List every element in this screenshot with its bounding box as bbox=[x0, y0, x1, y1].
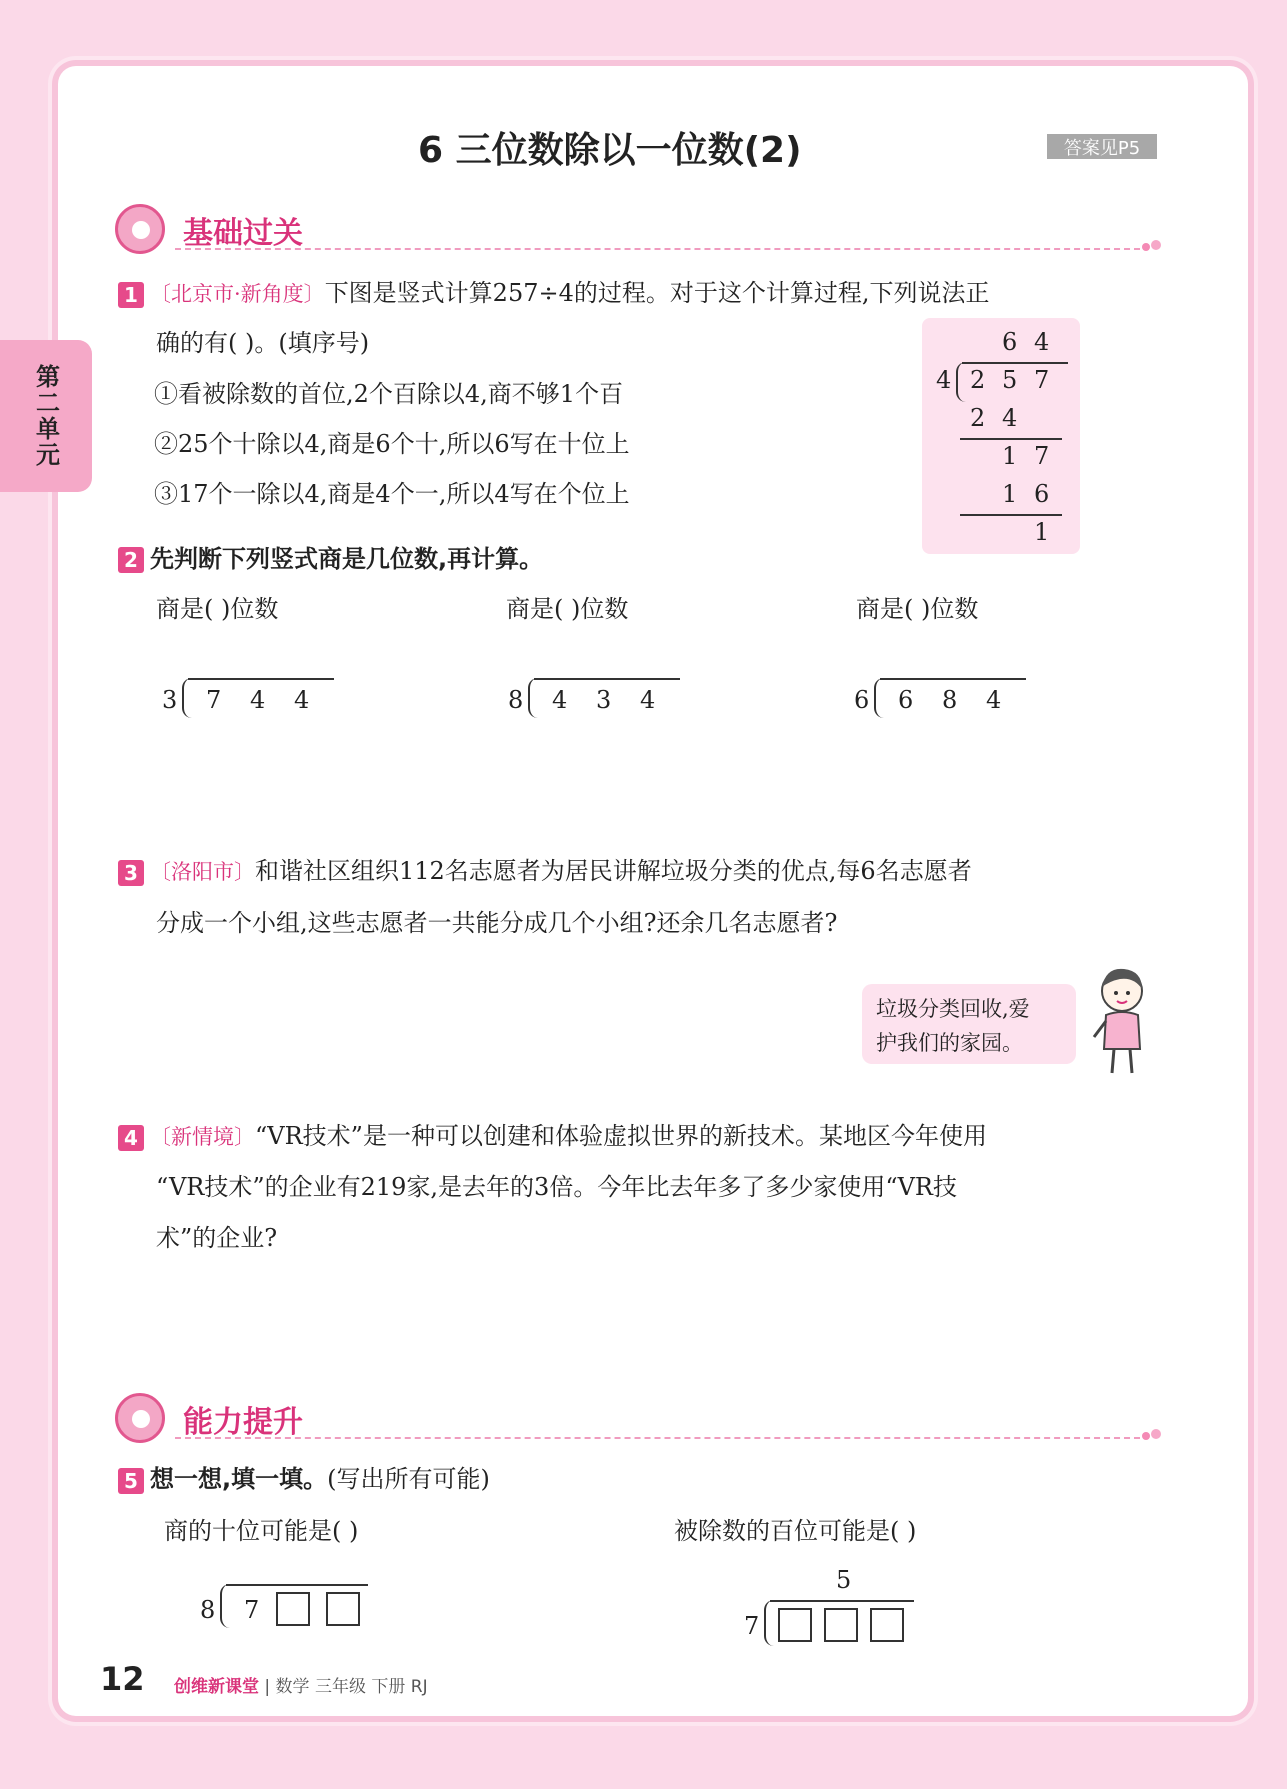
step-line bbox=[960, 438, 1062, 440]
question-text: 先判断下列竖式商是几位数,再计算。 bbox=[150, 545, 544, 573]
dividend-digit: 3 bbox=[596, 686, 612, 714]
speech-bubble bbox=[862, 984, 1076, 1064]
divisor-digit: 6 bbox=[854, 686, 870, 714]
blank-box[interactable] bbox=[276, 1592, 310, 1626]
divisor-digit: 8 bbox=[508, 686, 524, 714]
question-4-line3: 术”的企业? bbox=[156, 1224, 278, 1252]
step-digit: 6 bbox=[1034, 480, 1050, 508]
division-bar bbox=[188, 678, 334, 680]
q2-label-1: 商是( )位数 bbox=[156, 595, 279, 623]
long-division-434-by-8 bbox=[506, 674, 686, 724]
step-digit: 4 bbox=[1002, 404, 1018, 432]
division-bar bbox=[226, 1584, 368, 1586]
page-title: 6 三位数除以一位数(2) bbox=[418, 130, 802, 171]
q2-label-2: 商是( )位数 bbox=[506, 595, 629, 623]
question-tag: 〔北京市·新角度〕 bbox=[150, 282, 325, 306]
unit-tab bbox=[0, 340, 92, 492]
question-3-line2: 分成一个小组,这些志愿者一共能分成几个小组?还余几名志愿者? bbox=[156, 909, 838, 937]
division-bar bbox=[880, 678, 1026, 680]
step-digit: 1 bbox=[1002, 442, 1018, 470]
decor-dots-icon bbox=[1142, 1429, 1160, 1443]
question-5 bbox=[118, 1454, 490, 1504]
division-bracket bbox=[764, 1600, 774, 1646]
division-bar bbox=[770, 1600, 914, 1602]
step-digit: 1 bbox=[1002, 480, 1018, 508]
dividend-digit: 4 bbox=[250, 686, 266, 714]
question-tag: 〔洛阳市〕 bbox=[150, 860, 255, 884]
question-number: 1 bbox=[118, 282, 144, 308]
question-text: 下图是竖式计算257÷4的过程。对于这个计算过程,下列说法正 bbox=[324, 279, 990, 307]
section-header-basic bbox=[115, 204, 1160, 254]
question-number: 3 bbox=[118, 860, 144, 886]
brand-name: 创维新课堂 bbox=[174, 1677, 259, 1697]
dashed-divider bbox=[175, 248, 1140, 250]
divisor-digit: 4 bbox=[936, 366, 952, 394]
section-header-advanced bbox=[115, 1393, 1160, 1443]
question-tag: 〔新情境〕 bbox=[150, 1125, 255, 1149]
question-4-line2: “VR技术”的企业有219家,是去年的3倍。今年比去年多了多少家使用“VR技 bbox=[156, 1173, 957, 1201]
unit-tab-label: 第二单元 bbox=[31, 364, 60, 468]
dividend-digit: 7 bbox=[1034, 366, 1050, 394]
q5-right-label: 被除数的百位可能是( ) bbox=[674, 1517, 917, 1545]
question-1-line2: 确的有( )。(填序号) bbox=[156, 329, 370, 357]
division-bracket bbox=[956, 362, 966, 402]
decor-dots-icon bbox=[1142, 240, 1160, 254]
speech-line: 垃圾分类回收,爱 bbox=[876, 997, 1030, 1021]
blank-box[interactable] bbox=[824, 1608, 858, 1642]
quotient-digit: 5 bbox=[836, 1566, 852, 1594]
speech-line: 护我们的家园。 bbox=[876, 1031, 1023, 1055]
dividend-digit: 4 bbox=[294, 686, 310, 714]
question-2 bbox=[118, 534, 543, 584]
step-digit: 7 bbox=[1034, 442, 1050, 470]
section-title: 基础过关 bbox=[183, 216, 303, 251]
dividend-digit: 6 bbox=[898, 686, 914, 714]
long-division-684-by-6 bbox=[852, 674, 1032, 724]
division-bracket bbox=[182, 678, 192, 718]
q2-label-3: 商是( )位数 bbox=[856, 595, 979, 623]
q1-option-1: ①看被除数的首位,2个百除以4,商不够1个百 bbox=[154, 380, 624, 408]
quotient-digit: 4 bbox=[1034, 328, 1050, 356]
book-info: 数学 三年级 下册 RJ bbox=[275, 1677, 428, 1697]
dividend-digit: 5 bbox=[1002, 366, 1018, 394]
question-3 bbox=[118, 846, 1168, 897]
question-number: 5 bbox=[118, 1468, 144, 1494]
long-division-7xx-by-8 bbox=[196, 1580, 376, 1636]
divisor-digit: 7 bbox=[744, 1612, 760, 1640]
dividend-digit: 2 bbox=[970, 366, 986, 394]
q1-option-2: ②25个十除以4,商是6个十,所以6写在十位上 bbox=[154, 430, 630, 458]
long-division-257-by-4 bbox=[922, 318, 1080, 554]
question-text: 想一想,填一填。 bbox=[150, 1465, 328, 1493]
dividend-digit: 4 bbox=[552, 686, 568, 714]
divisor-digit: 8 bbox=[200, 1596, 216, 1624]
dashed-divider bbox=[175, 1437, 1140, 1439]
dividend-digit: 4 bbox=[640, 686, 656, 714]
dividend-digit: 8 bbox=[942, 686, 958, 714]
dividend-digit: 7 bbox=[244, 1596, 260, 1624]
footer-brand: 创维新课堂 | 数学 三年级 下册 RJ bbox=[174, 1677, 428, 1697]
question-4 bbox=[118, 1111, 1168, 1162]
question-number: 2 bbox=[118, 547, 144, 573]
dividend-digit: 4 bbox=[986, 686, 1002, 714]
remainder-digit: 1 bbox=[1034, 518, 1050, 546]
q5-left-label: 商的十位可能是( ) bbox=[164, 1517, 359, 1545]
blank-box[interactable] bbox=[870, 1608, 904, 1642]
question-text: “VR技术”是一种可以创建和体验虚拟世界的新技术。某地区今年使用 bbox=[255, 1122, 987, 1150]
blank-box[interactable] bbox=[778, 1608, 812, 1642]
step-line bbox=[960, 514, 1062, 516]
divisor-digit: 3 bbox=[162, 686, 178, 714]
cartoon-avatar-icon bbox=[115, 204, 165, 254]
cartoon-avatar-icon bbox=[115, 1393, 165, 1443]
long-division-744-by-3 bbox=[160, 674, 340, 724]
section-title: 能力提升 bbox=[183, 1405, 303, 1440]
division-bar bbox=[962, 362, 1068, 364]
question-note: (写出所有可能) bbox=[327, 1465, 490, 1493]
page-number: 12 bbox=[100, 1660, 145, 1698]
question-1 bbox=[118, 268, 1168, 319]
dividend-digit: 7 bbox=[206, 686, 222, 714]
question-text: 和谐社区组织112名志愿者为居民讲解垃圾分类的优点,每6名志愿者 bbox=[255, 857, 972, 885]
division-bar bbox=[534, 678, 680, 680]
child-illustration-icon bbox=[1090, 965, 1150, 1077]
division-bracket bbox=[874, 678, 884, 718]
step-digit: 2 bbox=[970, 404, 986, 432]
division-bracket bbox=[220, 1584, 230, 1628]
division-bracket bbox=[528, 678, 538, 718]
question-number: 4 bbox=[118, 1125, 144, 1151]
answer-tag: 答案见P5 bbox=[1047, 134, 1157, 159]
blank-box[interactable] bbox=[326, 1592, 360, 1626]
long-division-xxx-by-7 bbox=[740, 1566, 920, 1646]
q1-option-3: ③17个一除以4,商是4个一,所以4写在个位上 bbox=[154, 480, 630, 508]
quotient-digit: 6 bbox=[1002, 328, 1018, 356]
